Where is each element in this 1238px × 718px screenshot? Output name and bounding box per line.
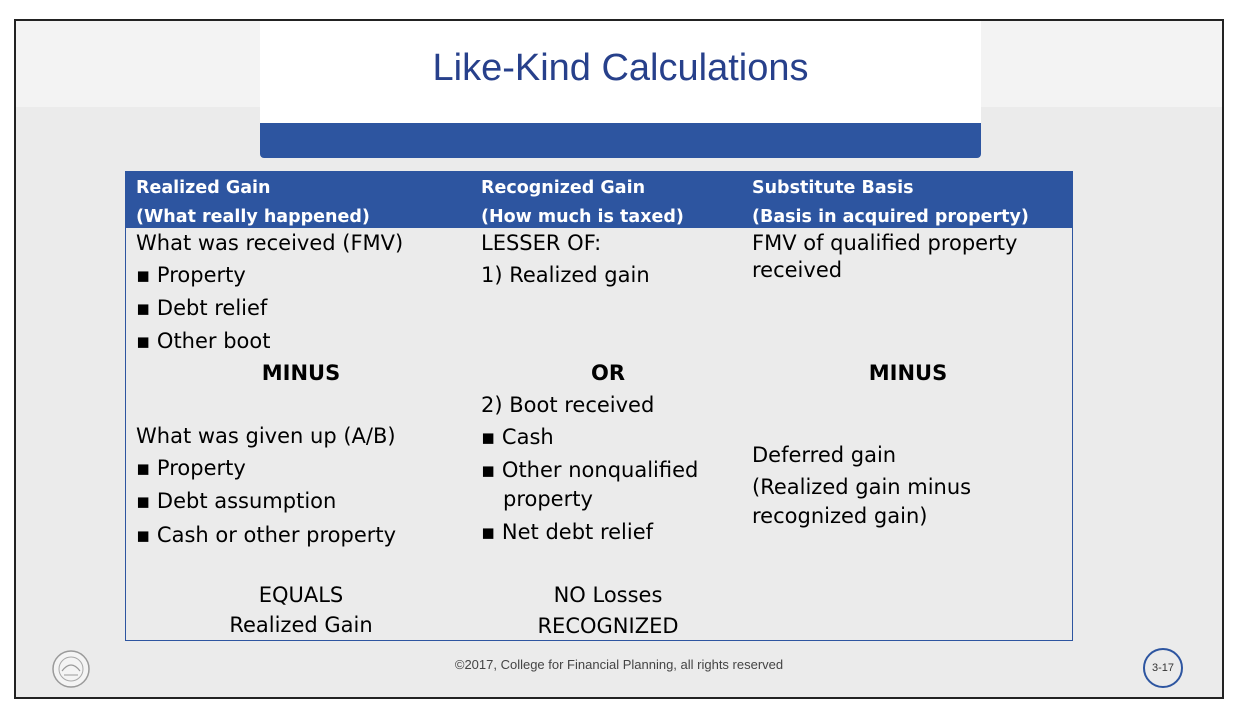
realized-gain-result: Realized Gain: [229, 613, 373, 637]
bullet: ▪: [481, 520, 496, 544]
slide-title: Like-Kind Calculations: [432, 47, 809, 89]
calculation-table: [125, 171, 1073, 641]
deferred-gain-detail-2: recognized gain): [752, 504, 928, 528]
bullet: ▪: [136, 329, 151, 353]
fmv-line-2: received: [752, 258, 843, 282]
minus-operator: MINUS: [261, 361, 341, 385]
list-item: ▪ Cash: [481, 425, 554, 449]
option-realized-gain: 1) Realized gain: [481, 263, 650, 287]
list-item: ▪ Net debt relief: [481, 520, 654, 544]
or-operator: OR: [590, 361, 626, 385]
bullet: ▪: [136, 263, 151, 287]
equals-label: EQUALS: [258, 583, 344, 607]
bullet: ▪: [481, 458, 496, 482]
deferred-gain-detail-1: (Realized gain minus: [752, 475, 972, 499]
received-label: What was received (FMV): [136, 231, 404, 255]
copyright-footer: ©2017, College for Financial Planning, all rights reserved: [454, 657, 784, 672]
bullet: ▪: [136, 489, 151, 513]
list-item-continuation: property: [503, 487, 593, 511]
page-number-badge: 3-17: [1143, 648, 1183, 688]
bullet: ▪: [481, 425, 496, 449]
no-losses-label: NO Losses: [553, 583, 663, 607]
header-title: Realized Gain: [136, 178, 271, 198]
header-realized-gain: [136, 174, 370, 232]
bullet: ▪: [136, 523, 151, 547]
bullet: ▪: [136, 296, 151, 320]
header-subtitle: (How much is taxed): [481, 207, 684, 227]
slide: [14, 19, 1224, 699]
header-subtitle: (Basis in acquired property): [752, 207, 1029, 227]
deferred-gain-label: Deferred gain: [752, 443, 897, 467]
header-subtitle: (What really happened): [136, 207, 370, 227]
given-label: What was given up (A/B): [136, 424, 396, 448]
option-boot-received: 2) Boot received: [481, 393, 655, 417]
list-item: ▪ Debt relief: [136, 296, 268, 320]
header-title: Recognized Gain: [481, 178, 646, 198]
list-item: ▪ Property: [136, 263, 246, 287]
header-substitute-basis: [752, 174, 1029, 232]
list-item: ▪ Other boot: [136, 329, 271, 353]
list-item: ▪ Property: [136, 456, 246, 480]
bullet: ▪: [136, 456, 151, 480]
recognized-label: RECOGNIZED: [537, 614, 679, 638]
list-item: ▪ Debt assumption: [136, 489, 337, 513]
table-header: [126, 172, 1072, 228]
header-recognized-gain: [481, 174, 684, 232]
header-title: Substitute Basis: [752, 178, 914, 198]
title-accent-bar: [260, 123, 981, 158]
fmv-line-1: FMV of qualified property: [752, 231, 1018, 255]
list-item: ▪ Other nonqualified: [481, 458, 699, 482]
lesser-of-label: LESSER OF:: [481, 231, 602, 255]
list-item: ▪ Cash or other property: [136, 523, 397, 547]
minus-operator: MINUS: [868, 361, 948, 385]
